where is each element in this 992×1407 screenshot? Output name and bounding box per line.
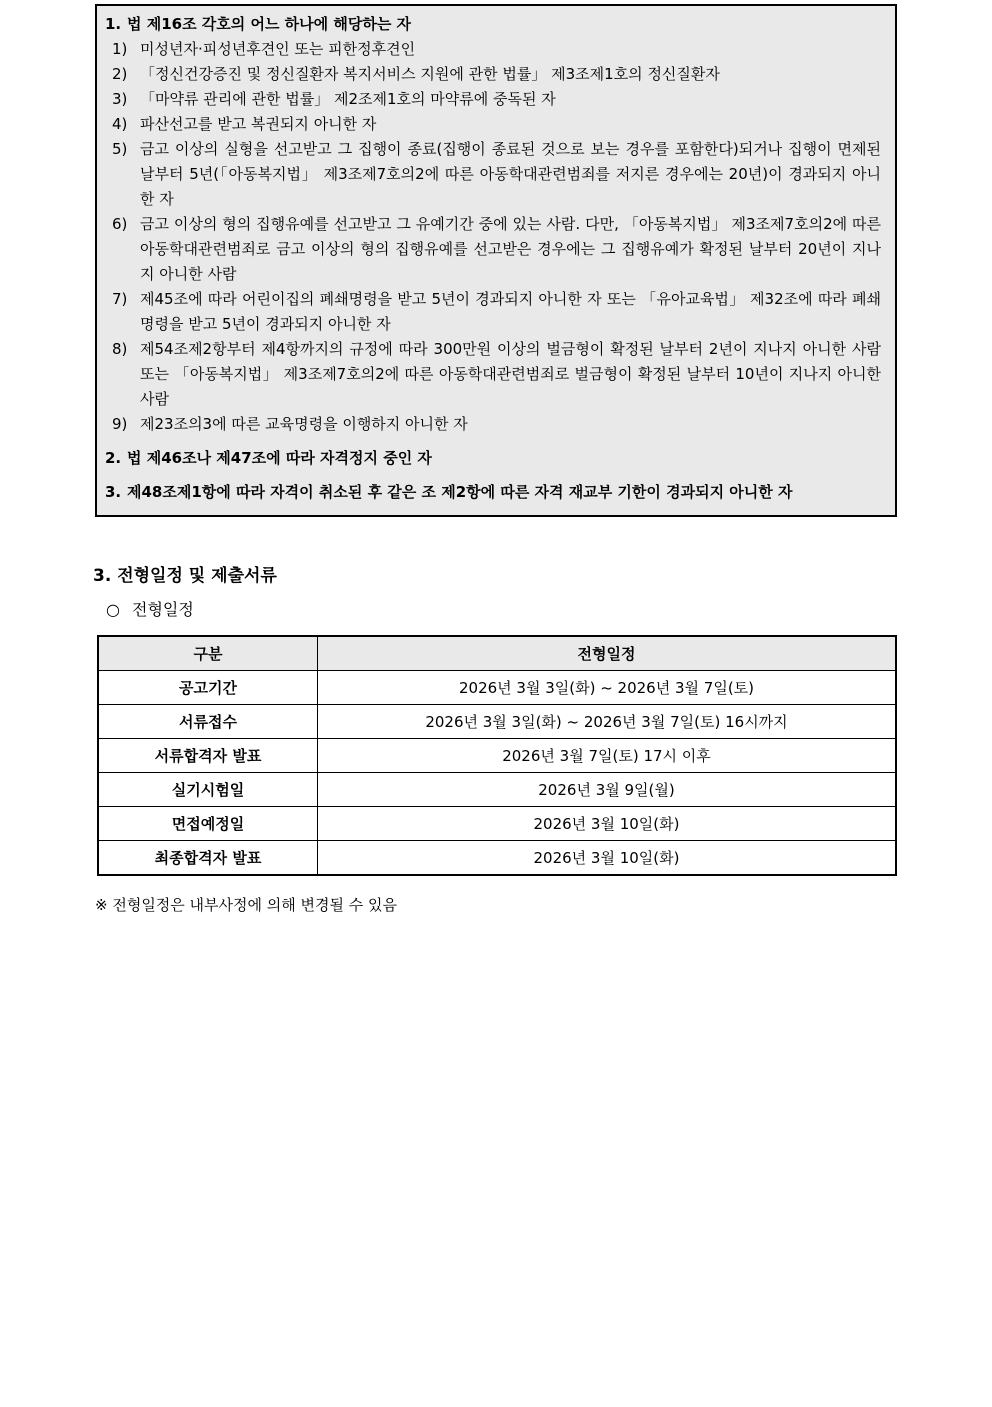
circle-bullet-icon: ○	[106, 600, 120, 619]
dq-sub-item-9-text: 제23조의3에 따른 교육명령을 이행하지 아니한 자	[140, 415, 468, 433]
dq-sub-item-2	[112, 62, 881, 87]
table-row	[98, 773, 896, 807]
document-page	[0, 4, 992, 915]
row-value: 2026년 3월 9일(월)	[318, 773, 897, 807]
table-row	[98, 671, 896, 705]
dq-sub-item-6	[112, 212, 881, 287]
table-row	[98, 739, 896, 773]
schedule-table-header-category: 구분	[98, 636, 318, 671]
schedule-table-header-schedule: 전형일정	[318, 636, 897, 671]
dq-sub-item-8	[112, 337, 881, 412]
subsection-heading	[106, 600, 992, 620]
row-label: 최종합격자 발표	[98, 841, 318, 876]
row-value: 2026년 3월 7일(토) 17시 이후	[318, 739, 897, 773]
table-row	[98, 705, 896, 739]
dq-sub-item-3	[112, 87, 881, 112]
dq-item-3	[105, 480, 881, 505]
dq-sub-item-7-marker: 7)	[112, 290, 128, 308]
dq-sub-item-3-text: 「마약류 관리에 관한 법률」 제2조제1호의 마약류에 중독된 자	[140, 90, 556, 108]
dq-item-1-text: 법 제16조 각호의 어느 하나에 해당하는 자	[127, 15, 412, 33]
row-value: 2026년 3월 10일(화)	[318, 807, 897, 841]
dq-item-2-marker: 2.	[105, 449, 122, 467]
dq-sub-item-5-text: 금고 이상의 실형을 선고받고 그 집행이 종료(집행이 종료된 것으로 보는 경우를 포함한다)되거나 집행이 면제된 날부터 5년(「아동복지법」 제3조제7호의2에 따른 아동학대관련범죄를 저지른 경우에는 20년)이 경과되지 아니한 자	[140, 140, 881, 208]
row-value: 2026년 3월 3일(화) ~ 2026년 3월 7일(토)	[318, 671, 897, 705]
dq-sub-item-1-marker: 1)	[112, 40, 128, 58]
dq-sub-item-3-marker: 3)	[112, 90, 128, 108]
table-row	[98, 807, 896, 841]
row-label: 서류접수	[98, 705, 318, 739]
dq-sub-item-7-text: 제45조에 따라 어린이집의 폐쇄명령을 받고 5년이 경과되지 아니한 자 또는 「유아교육법」 제32조에 따라 폐쇄명령을 받고 5년이 경과되지 아니한 자	[140, 290, 881, 333]
dq-sub-item-6-marker: 6)	[112, 215, 128, 233]
section-title: 3. 전형일정 및 제출서류	[93, 566, 277, 586]
dq-sub-item-5-marker: 5)	[112, 140, 128, 158]
dq-sub-item-5	[112, 137, 881, 212]
row-label: 공고기간	[98, 671, 318, 705]
table-row	[98, 841, 896, 876]
dq-sub-item-9	[112, 412, 881, 437]
row-value: 2026년 3월 10일(화)	[318, 841, 897, 876]
row-value: 2026년 3월 3일(화) ~ 2026년 3월 7일(토) 16시까지	[318, 705, 897, 739]
dq-sub-item-7	[112, 287, 881, 337]
dq-sub-item-4-text: 파산선고를 받고 복권되지 아니한 자	[140, 115, 377, 133]
dq-item-1	[105, 12, 881, 37]
dq-sub-item-4-marker: 4)	[112, 115, 128, 133]
dq-sub-item-6-text: 금고 이상의 형의 집행유예를 선고받고 그 유예기간 중에 있는 사람. 다만, 「아동복지법」 제3조제7호의2에 따른 아동학대관련범죄로 금고 이상의 형의 집행유예를 선고받은 경우에는 그 집행유예가 확정된 날부터 20년이 지나지 아니한 사람	[140, 215, 881, 283]
dq-item-2	[105, 446, 881, 471]
schedule-change-note: ※ 전형일정은 내부사정에 의해 변경될 수 있음	[95, 896, 397, 914]
row-label: 실기시험일	[98, 773, 318, 807]
dq-sub-item-9-marker: 9)	[112, 415, 128, 433]
disqualification-box	[95, 4, 897, 517]
dq-sub-item-2-marker: 2)	[112, 65, 128, 83]
dq-item-3-marker: 3.	[105, 483, 122, 501]
row-label: 서류합격자 발표	[98, 739, 318, 773]
dq-sub-item-4	[112, 112, 881, 137]
schedule-table	[97, 635, 897, 876]
row-label: 면접예정일	[98, 807, 318, 841]
dq-sub-item-8-marker: 8)	[112, 340, 128, 358]
dq-sub-item-8-text: 제54조제2항부터 제4항까지의 규정에 따라 300만원 이상의 벌금형이 확정된 날부터 2년이 지나지 아니한 사람 또는 「아동복지법」 제3조제7호의2에 따른 아동학대관련범죄로 벌금형이 확정된 날부터 10년이 지나지 아니한 사람	[140, 340, 881, 408]
subsection-label: 전형일정	[132, 600, 194, 619]
dq-item-2-text: 법 제46조나 제47조에 따라 자격정지 중인 자	[127, 449, 432, 467]
schedule-table-header-row	[98, 636, 896, 671]
dq-sub-item-1	[112, 37, 881, 62]
dq-item-3-text: 제48조제1항에 따라 자격이 취소된 후 같은 조 제2항에 따른 자격 재교부 기한이 경과되지 아니한 자	[127, 483, 793, 501]
dq-sub-item-1-text: 미성년자·피성년후견인 또는 피한정후견인	[140, 40, 416, 58]
dq-sub-item-2-text: 「정신건강증진 및 정신질환자 복지서비스 지원에 관한 법률」 제3조제1호의 정신질환자	[140, 65, 720, 83]
dq-item-1-marker: 1.	[105, 15, 122, 33]
